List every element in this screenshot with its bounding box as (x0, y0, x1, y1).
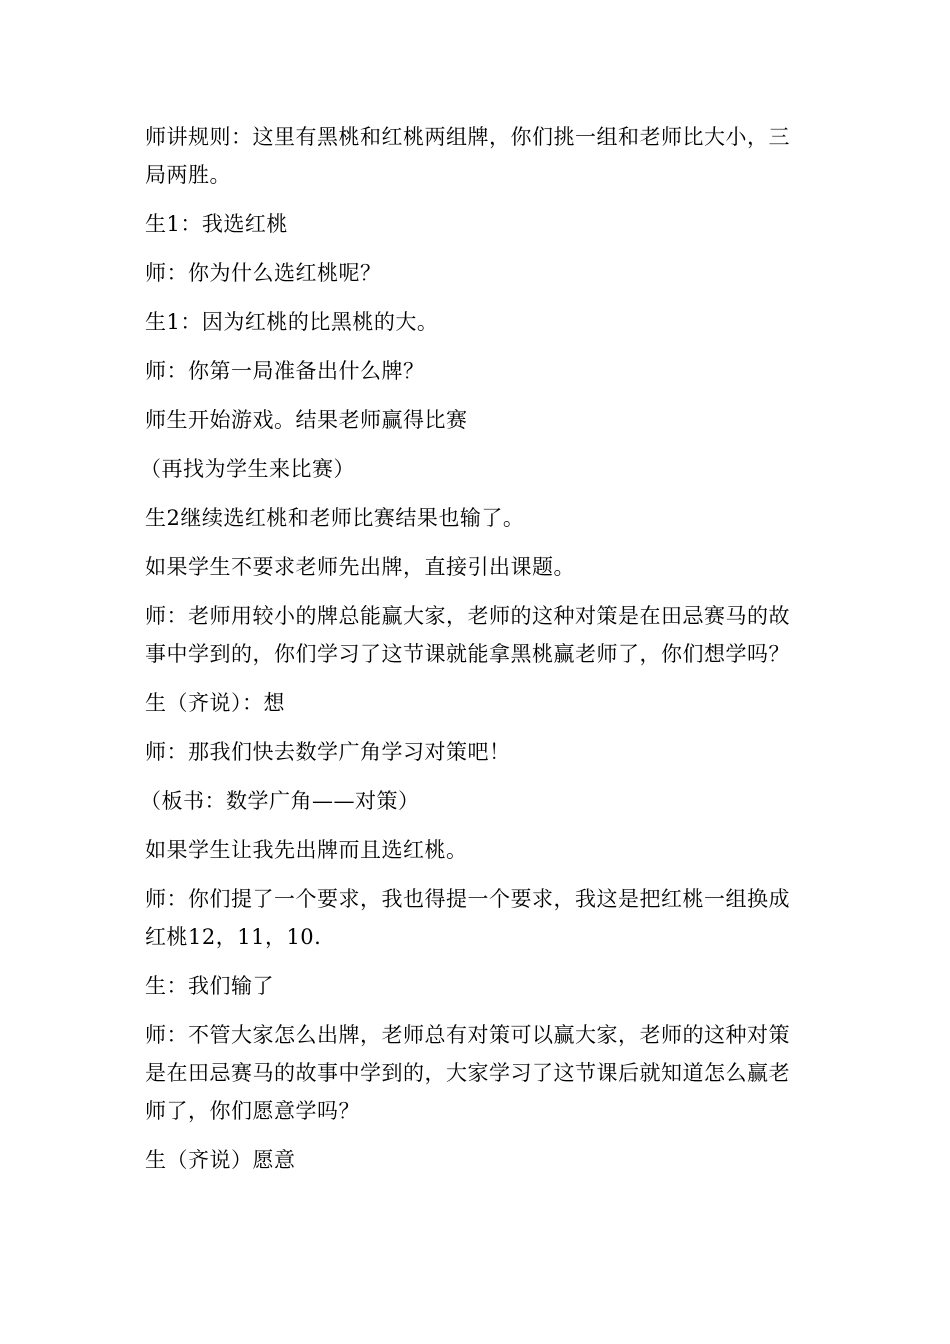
paragraph-teacher-go: 师：那我们快去数学广角学习对策吧！ (145, 740, 511, 764)
paragraph-board-writing: （板书：数学广角——对策） (140, 789, 420, 813)
paragraph-student2: 生2继续选红桃和老师比赛结果也输了。 (145, 506, 525, 530)
paragraph-student1-choice: 生1：我选红桃 (145, 212, 288, 236)
paragraph-students-want: 生（齐说）：想 (145, 691, 285, 715)
paragraph-teacher-why: 师：你为什么选红桃呢？ (145, 261, 382, 285)
paragraph-if-not-request: 如果学生不要求老师先出牌，直接引出课题。 (145, 555, 575, 579)
paragraph-teacher-first-round: 师：你第一局准备出什么牌？ (145, 359, 425, 383)
paragraph-students-willing: 生（齐说）愿意 (145, 1148, 296, 1172)
paragraph-another-student: （再找为学生来比赛） (140, 457, 355, 481)
paragraph-rules: 师讲规则：这里有黑桃和红桃两组牌，你们挑一组和老师比大小，三局两胜。 (145, 125, 790, 187)
document-body (140, 118, 810, 1190)
paragraph-students-lost: 生：我们输了 (145, 974, 274, 998)
paragraph-student1-reason: 生1：因为红桃的比黑桃的大。 (145, 310, 439, 334)
paragraph-teacher-strategy: 师：老师用较小的牌总能赢大家，老师的这种对策是在田忌赛马的故事中学到的，你们学习了这节课就能拿黑桃赢老师了，你们想学吗？ (145, 604, 790, 666)
paragraph-teacher-swap: 师：你们提了一个要求，我也得提一个要求，我这是把红桃一组换成红桃12，11，10. (145, 887, 790, 949)
paragraph-teacher-always-wins: 师：不管大家怎么出牌，老师总有对策可以赢大家，老师的这种对策是在田忌赛马的故事中学到的，大家学习了这节课后就知道怎么赢老师了，你们愿意学吗？ (145, 1023, 790, 1123)
paragraph-game-start: 师生开始游戏。结果老师赢得比赛 (145, 408, 468, 432)
paragraph-if-request: 如果学生让我先出牌而且选红桃。 (145, 838, 468, 862)
